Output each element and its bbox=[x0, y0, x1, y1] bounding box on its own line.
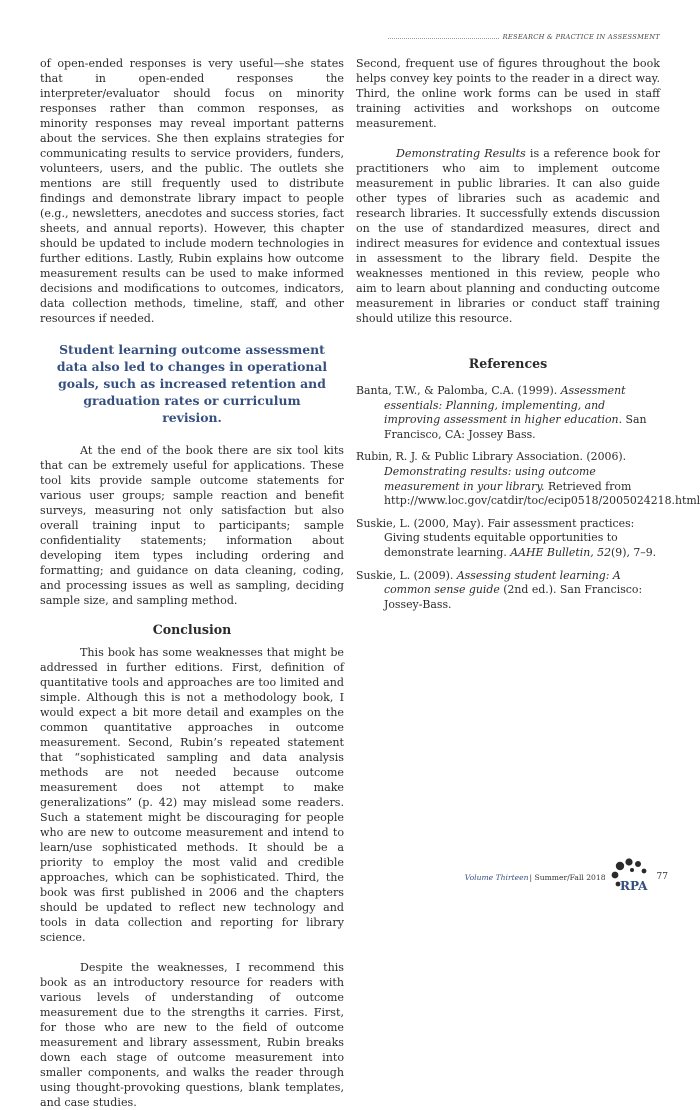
reference-title: Assessment essentials: Planning, implementing, and improving assessment in higher education bbox=[384, 384, 626, 427]
pull-quote: Student learning outcome assessment data also led to changes in operational goals, such as increased retention and graduation rates or curriculum revision. bbox=[56, 342, 328, 425]
reference-entry bbox=[356, 569, 660, 613]
body-paragraph bbox=[356, 146, 660, 326]
footer-volume: Volume Thirteen bbox=[464, 872, 529, 882]
body-paragraph: This book has some weaknesses that might be addressed in further editions. First, definition of quantitative tools and approaches are too limited and simple. Although this is not a methodology book, I would expect a bit more detail and examples on the common quantitative approaches in outcome measurement. Second, Rubin’s repeated statement that “sophisticated sampling and data analysis methods are not needed because outcome measurement does not attempt to make generalizations” (p. 42) may mislead some readers. Such a statement might be discouraging for people who are new to outcome measurement and intend to learn/use sophisticated methods. It should be a priority to employ the most valid and credible approaches, which can be sophisticated. Third, the book was first published in 2006 and the chapters should be updated to reflect new technology and tools in data collection and reporting for library science. bbox=[40, 646, 344, 944]
right-column bbox=[356, 56, 700, 620]
reference-text: Suskie, L. (2009). bbox=[356, 568, 457, 582]
reference-text: Suskie, L. (2000, May). Fair assessment practices: Giving students equitable opportunities to demonstrate learning. bbox=[356, 516, 635, 559]
reference-text: . San Francisco, CA: Jossey Bass. bbox=[384, 413, 647, 441]
page-number: 77 bbox=[656, 872, 668, 882]
reference-text: Retrieved from http://www.loc.gov/catdir/toc/ecip0518/2005024218.html bbox=[384, 479, 700, 508]
body-text: is a reference book for practitioners who aim to implement outcome measurement in public libraries. It can also guide other types of libraries such as academic and research libraries. It successfully extends discussion on the use of standardized measures, direct and indirect measures for evidence and contextual issues in assessment to the library field. Despite the weaknesses mentioned in this review, people who aim to learn about planning and conducting outcome measurement in libraries or conduct staff training should utilize this resource. bbox=[356, 147, 661, 325]
page-footer bbox=[465, 857, 668, 897]
left-column bbox=[40, 56, 344, 1110]
book-title-italic: Demonstrating Results bbox=[396, 147, 526, 160]
section-heading-references: References bbox=[468, 356, 548, 371]
reference-text: Banta, T.W., & Palomba, C.A. (1999). bbox=[356, 384, 561, 397]
running-title: RESEARCH & PRACTICE IN ASSESSMENT bbox=[502, 33, 660, 41]
reference-text: (2nd ed.). San Francisco: Jossey-Bass. bbox=[384, 583, 643, 611]
reference-title: Assessing student learning: A common sense guide bbox=[384, 568, 621, 597]
reference-entry bbox=[356, 384, 660, 442]
section-heading-conclusion: Conclusion bbox=[152, 622, 232, 637]
running-header bbox=[388, 33, 660, 41]
logo-text: RPA bbox=[619, 879, 647, 893]
reference-title: AAHE Bulletin, 52 bbox=[510, 545, 612, 559]
body-paragraph: At the end of the book there are six tool kits that can be extremely useful for applications. These tool kits provide sample outcome statements for various user groups; sample reaction and benefit surveys, measuring not only satisfaction but also overall training input to participants; sample confidentiality statements; information about developing item types including ordering and formatting; and guidance on data cleaning, coding, and processing issues as well as sampling, deciding sample size, and sampling method. bbox=[40, 444, 344, 607]
body-paragraph: of open-ended responses is very useful—she states that in open-ended responses the interpreter/evaluator should focus on minority responses rather than common responses, as minority responses may reveal important patterns about the services. She then explains strategies for communicating results to service providers, funders, volunteers, users, and the public. The outlets she mentions are still frequently used to distribute findings and demonstrate library impact to people (e.g., newsletters, anecdotes and success stories, fact sheets, and annual reports). However, this chapter should be updated to include modern technologies in further editions. Lastly, Rubin explains how outcome measurement results can be used to make informed decisions and modifications to outcomes, indicators, data collection methods, timeline, staff, and other resources if needed. bbox=[40, 57, 344, 325]
body-paragraph: Despite the weaknesses, I recommend this book as an introductory resource for readers with various levels of understanding of outcome measurement due to the strengths it carries. First, for those who are new to the field of outcome measurement and library assessment, Rubin breaks down each stage of outcome measurement into smaller components, and walks the reader through using thought-provoking questions, blank templates, and case studies. bbox=[40, 961, 344, 1109]
reference-title: Demonstrating results: using outcome measurement in your library. bbox=[384, 464, 596, 493]
footer-issue: | Summer/Fall 2018 bbox=[529, 872, 606, 882]
reference-text: Rubin, R. J. & Public Library Association. (2006). bbox=[356, 450, 627, 464]
reference-text: (9), 7–9. bbox=[611, 545, 657, 559]
reference-entry bbox=[356, 517, 660, 561]
references-section bbox=[356, 356, 700, 612]
header-dotted-rule bbox=[388, 38, 499, 39]
reference-entry bbox=[356, 450, 700, 508]
rpa-logo-icon bbox=[611, 857, 651, 897]
body-paragraph: Second, frequent use of figures throughout the book helps convey key points to the reader in a direct way. Third, the online work forms can be used in staff training activities and workshops on outcome measurement. bbox=[356, 57, 660, 130]
